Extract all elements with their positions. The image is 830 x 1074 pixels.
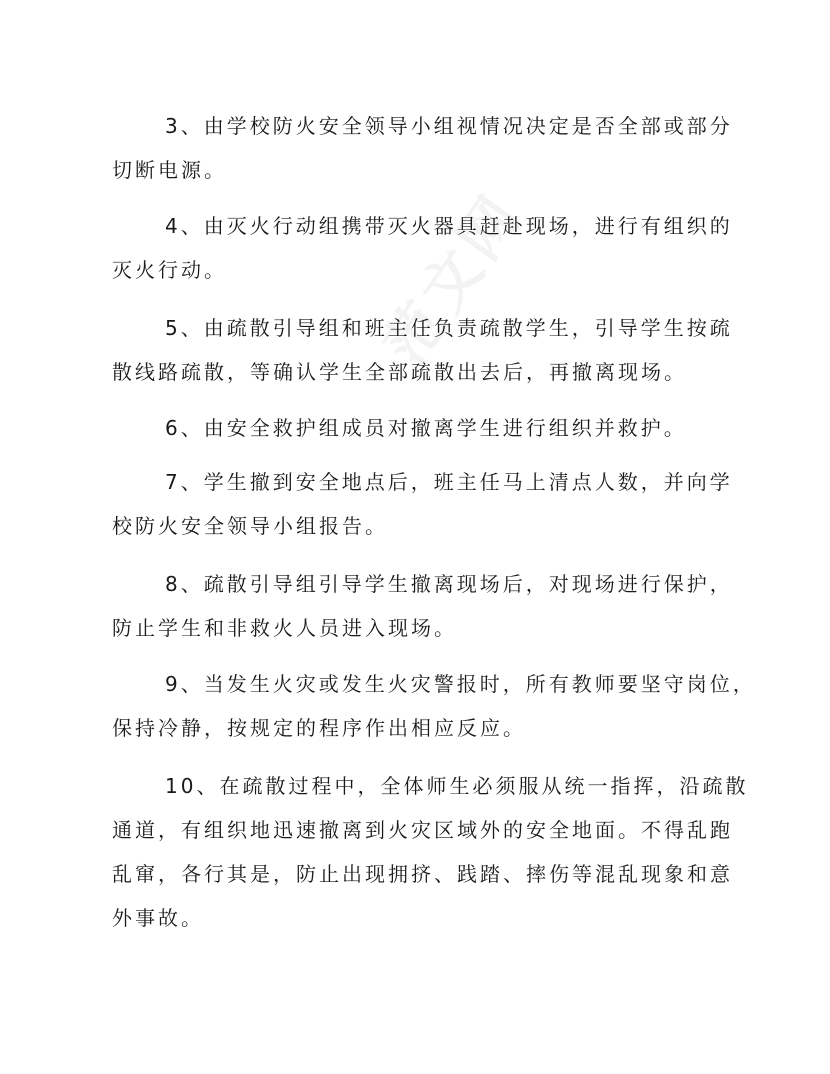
paragraph-line: 8、疏散引导组引导学生撤离现场后，对现场进行保护， [165, 572, 733, 596]
paragraph-line: 10、在疏散过程中，全体师生必须服从统一指挥，沿疏散 [165, 774, 749, 798]
paragraph-line: 防止学生和非救火人员进入现场。 [112, 616, 457, 640]
paragraph-item-4 [112, 204, 733, 292]
paragraph-item-7 [112, 460, 733, 548]
paragraph-line: 4、由灭火行动组携带灭火器具赶赴现场，进行有组织的 [165, 214, 733, 238]
paragraph-line: 切断电源。 [112, 158, 227, 182]
paragraph-item-9 [112, 662, 756, 750]
paragraph-item-10 [112, 764, 749, 940]
paragraph-line: 通道，有组织地迅速撤离到火灾区域外的安全地面。不得乱跑 [112, 818, 733, 842]
paragraph-item-6 [112, 406, 712, 450]
paragraph-item-8 [112, 562, 733, 650]
paragraph-item-3 [112, 104, 733, 192]
paragraph-line: 灭火行动。 [112, 258, 227, 282]
paragraph-line: 外事故。 [112, 906, 204, 930]
paragraph-line: 9、当发生火灾或发生火灾警报时，所有教师要坚守岗位， [165, 672, 756, 696]
paragraph-line: 7、学生撤到安全地点后，班主任马上清点人数，并向学 [165, 470, 733, 494]
paragraph-line: 校防火安全领导小组报告。 [112, 514, 388, 538]
paragraph-line: 保持冷静，按规定的程序作出相应反应。 [112, 716, 526, 740]
paragraph-line: 乱窜，各行其是，防止出现拥挤、践踏、摔伤等混乱现象和意 [112, 862, 733, 886]
paragraph-line: 6、由安全救护组成员对撤离学生进行组织并救护。 [165, 416, 687, 440]
paragraph-line: 散线路疏散，等确认学生全部疏散出去后，再撤离现场。 [112, 360, 687, 384]
paragraph-line: 3、由学校防火安全领导小组视情况决定是否全部或部分 [165, 114, 733, 138]
paragraph-line: 5、由疏散引导组和班主任负责疏散学生，引导学生按疏 [165, 316, 733, 340]
watermark: 范文网 [370, 180, 537, 377]
paragraph-item-5 [112, 306, 733, 394]
